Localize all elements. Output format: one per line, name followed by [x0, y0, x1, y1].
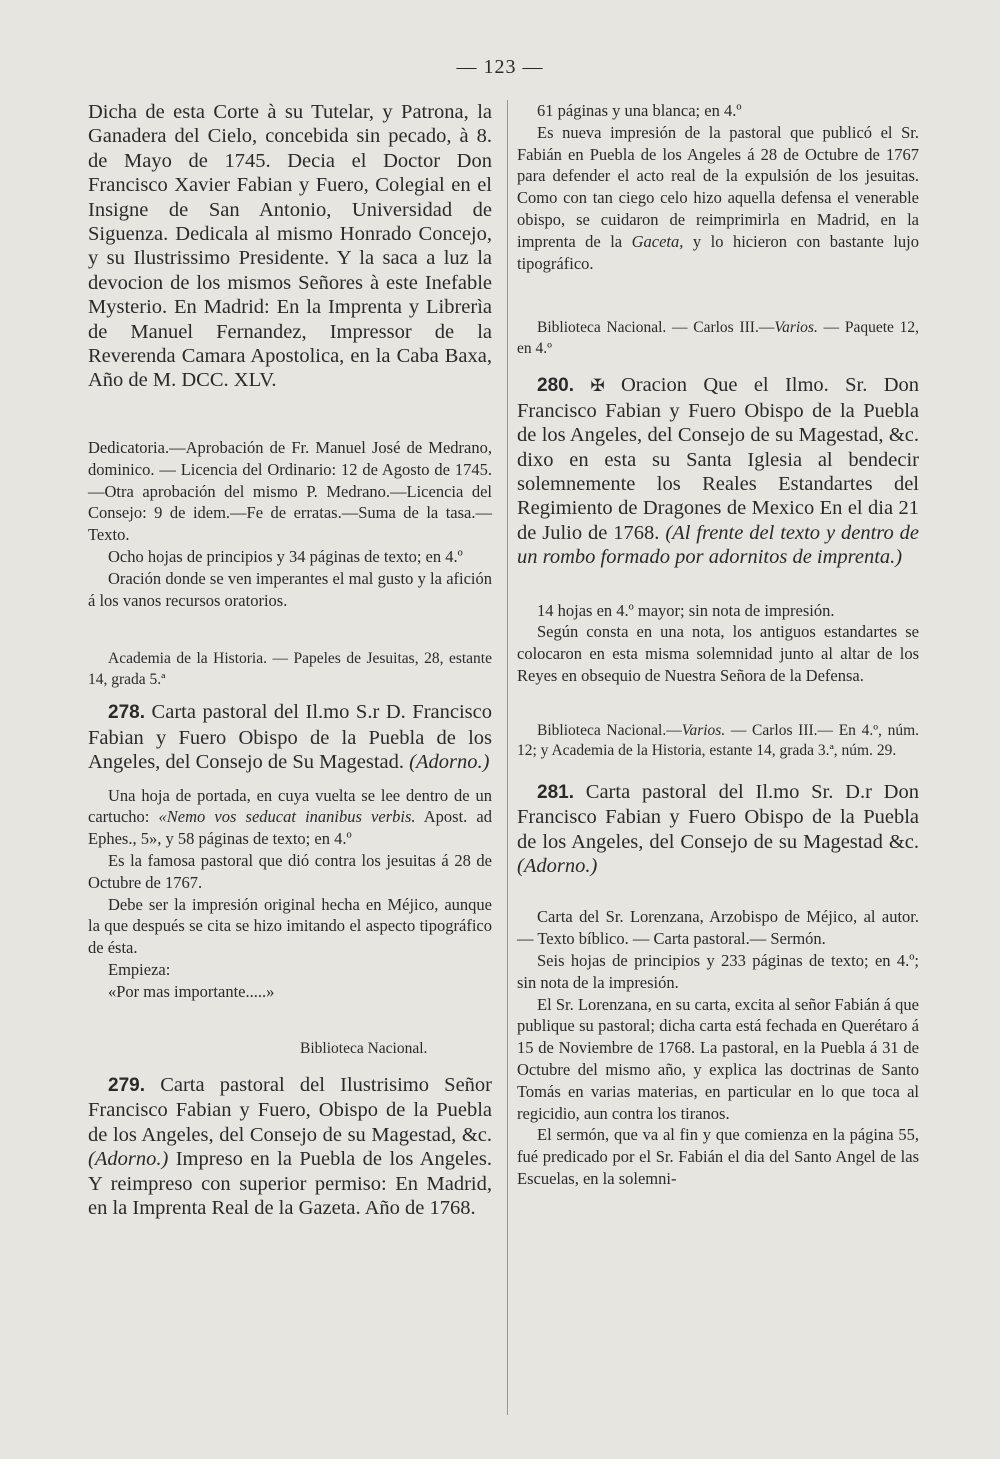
entry-281-desc-2: Seis hojas de principios y 233 páginas de texto; en 4.º; sin nota de la impresión. [517, 951, 919, 992]
entry-278-desc-1a: Una hoja de portada, en cuya vuelta se lee dentro de un cartucho: [88, 785, 492, 827]
entry-279-desc-2b: y lo hicieron con bastante lujo tipográfico. [517, 231, 920, 273]
entry-280-location-a: Biblioteca Nacional.— [537, 721, 682, 739]
entry-277-title: Dicha de esta Corte à su Tutelar, y Patrona, la Ganadera del Cielo, concebida sin pecado, à 8. de Mayo de 1745. Decia el Doctor Don Francisco Xavier Fabian y Fuero, Colegial en el Insigne de San Antonio, Universidad de Siguenza. Dedicala al mismo Honrado Concejo, y su Ilustrissimo Presidente. Y la saca a luz la devocion de los mismos Señores à este Inefable Mysterio. En Madrid: En la Imprenta y Librerìa de Manuel Fernandez, Impressor de la Reverenda Camara Apostolica, en la Caba Baxa, Año de M. DCC. XLV. [88, 101, 492, 392]
entry-279-adorno: (Adorno.) [88, 1148, 169, 1171]
entry-277-desc-2: Ocho hojas de principios y 34 páginas de texto; en 4.º [108, 546, 463, 566]
entry-277-desc-1: Dedicatoria.—Aprobación de Fr. Manuel José de Medrano, dominico. — Licencia del Ordinario: 12 de Agosto de 1745.—Otra aprobación del mismo P. Medrano.—Licencia del Consejo: 9 de idem.—Fe de erratas.—Suma de la tasa.—Texto. [88, 438, 492, 545]
entry-279-location-a: Biblioteca Nacional. — Carlos III.— [537, 319, 775, 337]
page-number: — 123 — [456, 56, 544, 78]
entry-280-location-varios: Varios. [681, 721, 726, 739]
entry-279-title [88, 1073, 492, 1220]
entry-279-desc-2a: Es nueva impresión de la pastoral que publicó el Sr. Fabián en Puebla de los Angeles á 28 de Octubre de 1767 para defender el acto real de la expulsión de los jesuitas. Como con tan ciego celo hizo aquella defensa el venerable obispo, se cuidaron de reimprimirla en Madrid, en la imprenta de la [517, 122, 919, 251]
right-column [517, 100, 919, 1190]
entry-278-desc-2: Es la famosa pastoral que dió contra los jesuitas á 28 de Octubre de 1767. [88, 850, 492, 892]
entry-281-number: 281. [537, 781, 574, 803]
entry-278-title-text: Carta pastoral del Il.mo S.r D. Francisco Fabian y Fuero Obispo de la Puebla de los Angeles, del Consejo de Su Magestad. [88, 701, 493, 774]
entry-278-desc-5: «Por mas importante.....» [108, 981, 275, 1001]
entry-281-desc-4: El sermón, que va al fin y que comienza en la página 55, fué predicado por el Sr. Fabián el dia del Santo Angel de las Escuelas, en la solemni- [517, 1125, 919, 1188]
entry-278-adorno: (Adorno.) [409, 751, 490, 774]
entry-281-desc-1: Carta del Sr. Lorenzana, Arzobispo de Méjico, al autor. — Texto bíblico. — Carta pastoral.— Sermón. [517, 907, 919, 949]
entry-278-desc-3: Debe ser la impresión original hecha en Méjico, aunque la que después se cita se hizo imitando el aspecto tipográfico de ésta. [88, 894, 492, 958]
entry-281-adorno: (Adorno.) [517, 855, 598, 878]
entry-280-italic: (Al frente del texto y dentro de un rombo formado por adornitos de imprenta.) [517, 521, 919, 569]
entry-279-location-varios: Varios. [774, 319, 818, 337]
entry-277-desc-3: Oración donde se ven imperantes el mal gusto y la afición á los vanos recursos oratorios. [88, 568, 492, 610]
entry-280-desc-1: 14 hojas en 4.º mayor; sin nota de impresión. [537, 600, 835, 620]
entry-280-number: 280. [537, 375, 574, 397]
column-divider [507, 100, 508, 1415]
entry-281-title-text: Carta pastoral del Il.mo Sr. D.r Don Francisco Fabian y Fuero Obispo de la Puebla de los Angeles, del Consejo de su Magestad &c. [517, 780, 919, 853]
entry-279-desc-2 [517, 122, 919, 275]
entry-279-number: 279. [108, 1075, 145, 1097]
entry-280-location [517, 721, 919, 762]
entry-280-title [517, 373, 919, 569]
entry-280-location-b: — Carlos III.— En 4.º, núm. 12; y Academia de la Historia, estante 14, grada 3.ª, núm. 29. [517, 721, 919, 760]
entry-280-title-text: Oracion Que el Ilmo. Sr. Don Francisco Fabian y Fuero Obispo de la Puebla de los Angeles, del Consejo de su Magestad, &c. dixo en esta su Santa Iglesia al bendecir solemnemente los Reales Estandartes del Regimiento de Dragones de Mexico En el dia 21 de Julio de 1768. [517, 374, 920, 544]
entry-279-location-b: — Paquete 12, en 4.º [517, 319, 920, 357]
entry-279-location [517, 318, 919, 359]
entry-277-location: Academia de la Historia. — Papeles de Jesuitas, 28, estante 14, grada 5.ª [88, 650, 492, 688]
entry-278-quote: «Nemo vos seducat inanibus verbis. [158, 807, 416, 827]
entry-279-gaceta: Gaceta, [631, 231, 684, 251]
entry-278-desc-1b: Apost. ad Ephes., 5», y 58 páginas de texto; en 4.º [88, 807, 493, 849]
entry-279-title-b: Impreso en la Puebla de los Angeles. Y reimpreso con superior permiso: En Madrid, en la Imprenta Real de la Gazeta. Año de 1768. [88, 1148, 492, 1220]
entry-278-location: Biblioteca Nacional. [300, 1039, 428, 1057]
left-column [88, 100, 492, 1221]
entry-279-title-a: Carta pastoral del Ilustrisimo Señor Francisco Fabian y Fuero, Obispo de la Puebla de los Angeles, del Consejo de su Magestad, &c. [88, 1074, 492, 1146]
entry-280-desc-2: Según consta en una nota, los antiguos estandartes se colocaron en esta misma solemnidad junto al altar de los Reyes en obsequio de Nuestra Señora de la Defensa. [517, 622, 919, 686]
entry-278-desc-4: Empieza: [108, 959, 171, 979]
cross-icon: ✠ [590, 376, 605, 397]
entry-281-title [517, 780, 919, 879]
entry-278-title [88, 700, 492, 774]
entry-278-desc-1 [88, 785, 492, 850]
entry-281-desc-3: El Sr. Lorenzana, en su carta, excita al señor Fabián á que publique su pastoral; dicha carta está fechada en Querétaro á 15 de Noviembre de 1768. La pastoral, en la Puebla á 31 de Octubre del mismo año, y explica las doctrinas de Santo Tomás en varias materias, en particular en lo que toca al regicidio, aun contra los tiranos. [517, 994, 919, 1123]
entry-279-desc-1: 61 páginas y una blanca; en 4.º [537, 101, 742, 120]
entry-278-number: 278. [108, 702, 145, 724]
